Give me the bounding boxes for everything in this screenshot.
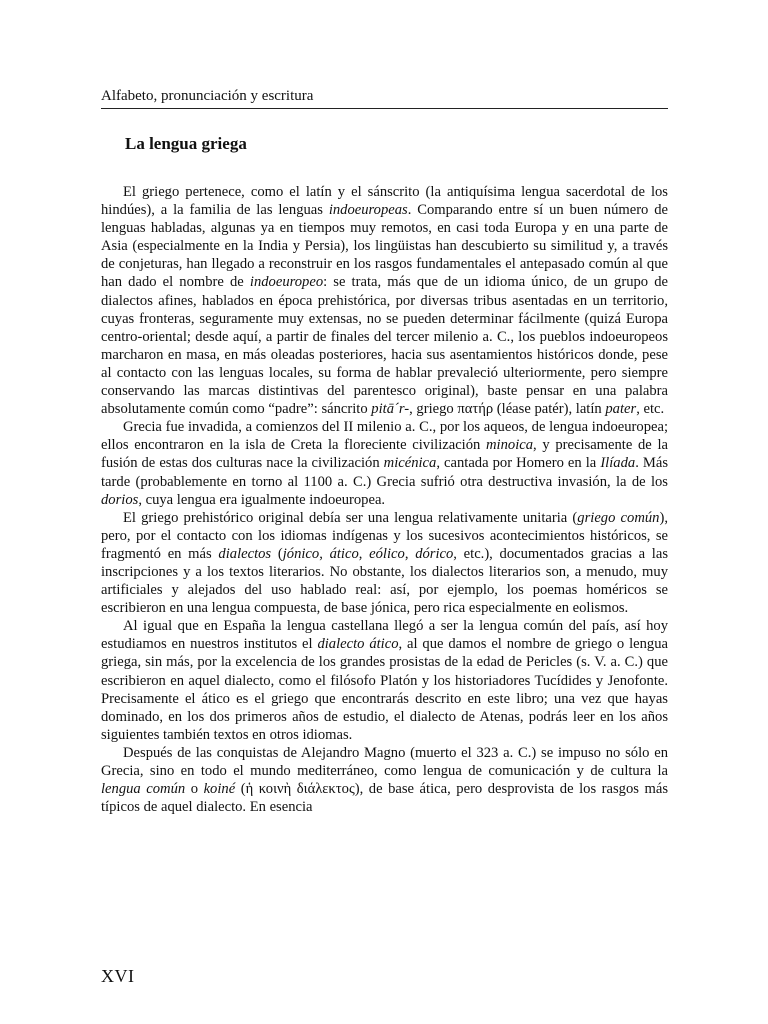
text-run: . Comparando entre sí un buen número de lenguas habladas, algunas ya en tiempos muy remotos, en casi toda Europa y en una parte de Asia (especialmente en la India y Persia), los lingüistas han descubierto su similitud y, a través de conjeturas, han llegado a reconstruir en los rasgos fundamentales el antepasado común al que han dado el nombre de xyxy=(101,202,668,291)
body-text xyxy=(101,183,668,816)
italic-term: eólico xyxy=(369,545,405,562)
italic-term: micénica xyxy=(383,455,437,472)
text-run: ), pero, por el contacto con los idiomas indígenas y los sucesivos acontecimientos históricos, se fragmentó en más xyxy=(101,509,668,562)
text-run: El griego pertenece, como el latín y el sánscrito (la antiquísima lengua sacerdotal de los hindúes), a la familia de las lenguas xyxy=(101,184,668,219)
text-run: , xyxy=(319,545,330,562)
italic-term: pater xyxy=(605,401,637,418)
italic-term: minoica xyxy=(486,437,534,454)
italic-term: indoeuropeo xyxy=(249,274,324,291)
italic-term: koiné xyxy=(203,781,236,798)
text-run: , etc.), documentados gracias a las inscripciones y a los textos literarios. No obstante, los dialectos literarios son, a menudo, muy artificiales y alejados del uso hablado real: así, por ejemplo, los poemas homéricos se escribieron en una lengua compuesta, de base jónica, pero rica especialmente en eolismos. xyxy=(101,545,669,617)
running-header: Alfabeto, pronunciación y escritura xyxy=(101,86,668,109)
text-run: , al que damos el nombre de griego o lengua griega, sin más, por la excelencia de los grandes prosistas de la edad de Pericles (s. V. a. C.) que escribieron en aquel dialecto, como el filósofo Platón y los historiadores Tucídides y Jenofonte. Precisamente el ático es el griego que encontrarás descrito en este libro; una vez que hayas dominado, en los dos primeros años de estudio, el dialecto de Atenas, podrás leer en los años siguientes también textos en otros idiomas. xyxy=(101,636,668,743)
italic-term: Ilíada xyxy=(600,455,636,472)
italic-term: pitā´r- xyxy=(371,401,410,418)
text-run: , y precisamente de la fusión de estas dos culturas nace la civilización xyxy=(101,437,669,472)
body-paragraph xyxy=(101,418,668,508)
text-run: , cuya lengua era igualmente indoeuropea. xyxy=(138,491,386,508)
text-run: Al igual que en España la lengua castellana llegó a ser la lengua común del país, así hoy estudiamos en nuestros institutos el xyxy=(101,618,668,653)
italic-term: dialectos xyxy=(218,545,272,562)
text-run: ( xyxy=(271,545,283,562)
page-content xyxy=(101,86,668,816)
italic-term: dorios xyxy=(101,491,139,508)
italic-term: jónico xyxy=(282,545,320,562)
italic-term: dórico xyxy=(415,545,454,562)
page-number: XVI xyxy=(101,966,135,986)
italic-term: ático xyxy=(329,545,359,562)
text-run: Grecia fue invadida, a comienzos del II milenio a. C., por los aqueos, de lengua indoeuropea; ellos encontraron en la isla de Creta la floreciente civilización xyxy=(101,419,668,454)
body-paragraph xyxy=(101,509,668,618)
body-paragraph xyxy=(101,183,668,418)
section-title: La lengua griega xyxy=(125,134,247,153)
italic-term: lengua común xyxy=(101,781,186,798)
italic-term: indoeuropeas xyxy=(328,202,408,219)
italic-term: griego común xyxy=(577,509,660,526)
text-run: , xyxy=(358,545,370,562)
text-run: , griego πατήρ (léase patér), latín xyxy=(409,401,606,418)
text-run: o xyxy=(185,781,204,798)
text-run: , etc. xyxy=(636,401,665,418)
text-run: , xyxy=(404,545,416,562)
text-run: : se trata, más que de un idioma único, de un grupo de dialectos afines, hablados en época prehistórica, por diversas tribus asentadas en un territorio, cuyas fronteras, seguramente muy extensas, no se pueden determinar fácilmente (quizá Europa centro-oriental; desde aquí, a partir de finales del tercer milenio a. C., los pueblos indoeuropeos marcharon en masa, en más oleadas posteriores, hacia sus asentamientos históricos donde, pese al contacto con las lenguas locales, su forma de hablar prevaleció ulteriormente, pero siempre conservando las marcas distintivas del parentesco original), baste pensar en una palabra absolutamente común como “padre”: sáncrito xyxy=(101,274,668,418)
text-run: . Más tarde (probablemente en torno al 1100 a. C.) Grecia sufrió otra destructiva invasión, la de los xyxy=(101,455,668,490)
text-run: Después de las conquistas de Alejandro Magno (muerto el 323 a. C.) se impuso no sólo en Grecia, sino en todo el mundo mediterráneo, como lengua de comunicación y de cultura la xyxy=(101,744,668,779)
text-run: (ἡ κοινὴ διάλεκτος), de base ática, pero desprovista de los rasgos más típicos de aquel dialecto. En esencia xyxy=(101,781,668,816)
body-paragraph xyxy=(101,617,668,744)
italic-term: dialecto ático xyxy=(317,636,399,653)
text-run: , cantada por Homero en la xyxy=(436,455,601,472)
body-paragraph xyxy=(101,744,668,816)
text-run: El griego prehistórico original debía ser una lengua relativamente unitaria ( xyxy=(123,509,578,526)
